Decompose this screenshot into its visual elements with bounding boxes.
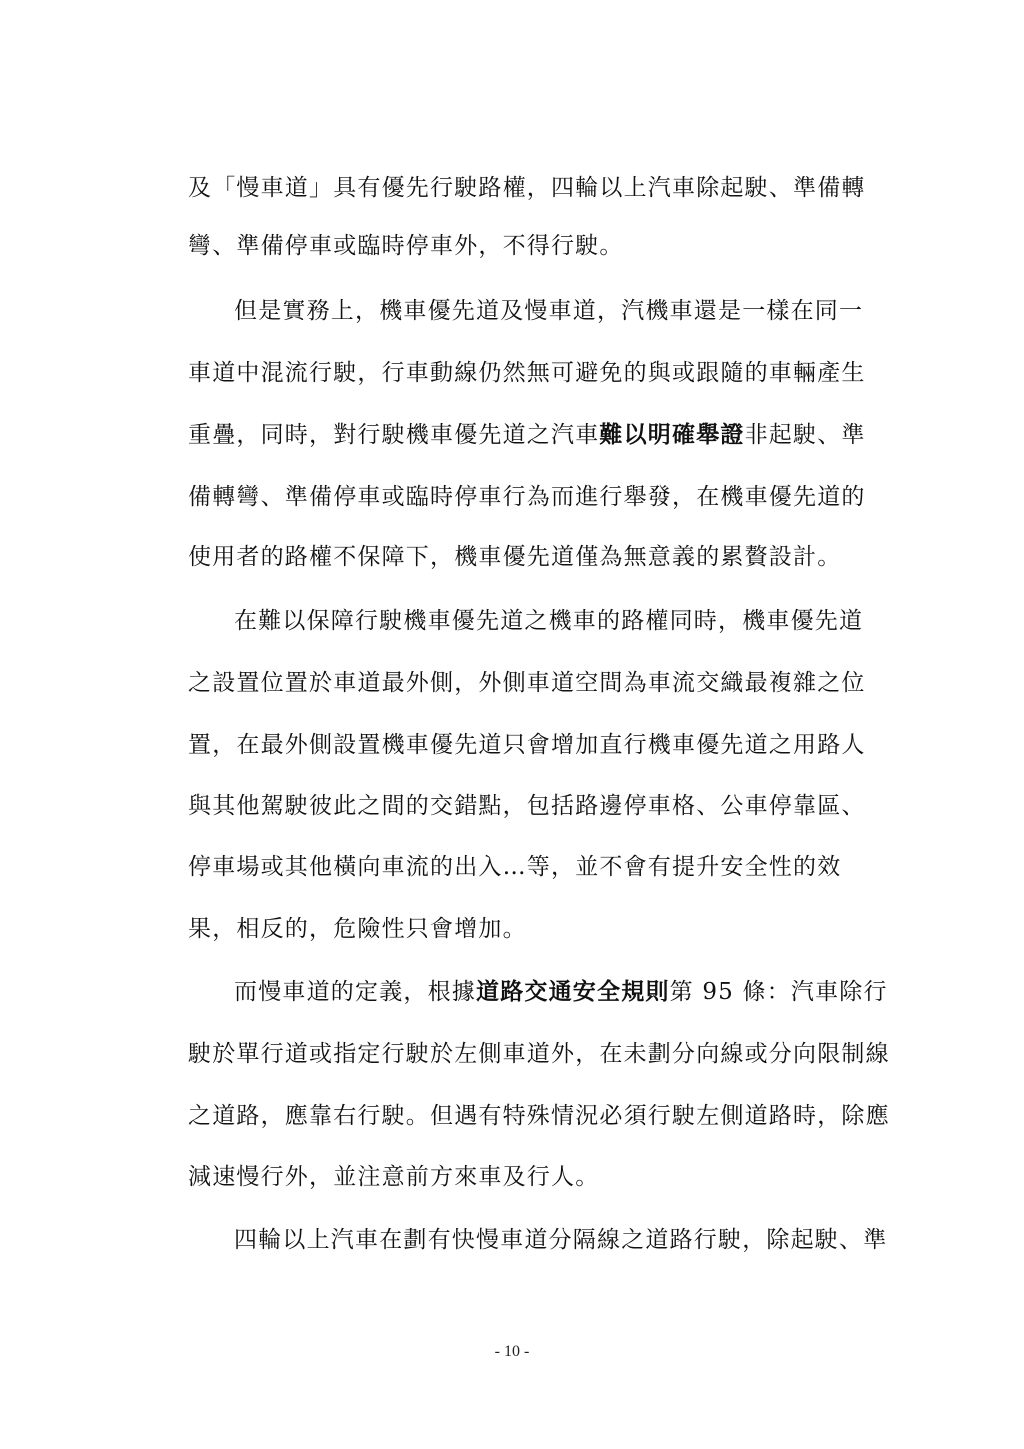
text-segment: 而慢車道的定義，根據 (234, 979, 476, 1005)
text-line (188, 482, 866, 512)
text-segment: 及「慢車道」具有優先行駛路權，四輪以上汽車除起駛、準備轉 (188, 175, 866, 201)
text-segment: 非起駛、準 (744, 422, 866, 448)
text-segment: 之道路，應靠右行駛。但遇有特殊情況必須行駛左側道路時，除應 (188, 1103, 890, 1129)
text-segment: 停車場或其他橫向車流的出入…等，並不會有提升安全性的效 (188, 854, 842, 880)
bold-text: 難以明確舉證 (599, 421, 745, 448)
text-line (188, 542, 841, 572)
text-segment: 重疊，同時，對行駛機車優先道之汽車 (188, 422, 600, 448)
text-segment: 但是實務上，機車優先道及慢車道，汽機車還是一樣在同一 (234, 298, 864, 324)
text-line (188, 668, 866, 698)
text-segment: 車道中混流行駛，行車動線仍然無可避免的與或跟隨的車輛產生 (188, 360, 866, 386)
text-segment: 果，相反的，危險性只會增加。 (188, 916, 527, 942)
text-line (234, 977, 888, 1007)
text-segment: 備轉彎、準備停車或臨時停車行為而進行舉發，在機車優先道的 (188, 484, 866, 510)
text-line (188, 231, 624, 261)
text-line (234, 606, 863, 636)
text-segment: 彎、準備停車或臨時停車外，不得行駛。 (188, 233, 624, 259)
text-line (188, 358, 866, 388)
text-segment: 與其他駕駛彼此之間的交錯點，包括路邊停車格、公車停靠區、 (188, 793, 866, 819)
text-line (188, 852, 841, 882)
page-number: - 10 - (494, 1343, 530, 1360)
text-segment: 第 95 條：汽車除行 (669, 979, 888, 1005)
text-line (188, 1162, 599, 1192)
text-line (188, 1039, 890, 1069)
text-line (188, 791, 866, 821)
text-line (234, 296, 863, 326)
text-line (188, 730, 866, 760)
text-line (234, 1225, 887, 1255)
text-segment: 置，在最外側設置機車優先道只會增加直行機車優先道之用路人 (188, 732, 866, 758)
text-line (188, 420, 866, 450)
text-segment: 駛於單行道或指定行駛於左側車道外，在未劃分向線或分向限制線 (188, 1041, 890, 1067)
text-segment: 四輪以上汽車在劃有快慢車道分隔線之道路行駛，除起駛、準 (234, 1227, 888, 1253)
text-segment: 之設置位置於車道最外側，外側車道空間為車流交織最複雜之位 (188, 670, 866, 696)
bold-text: 道路交通安全規則 (476, 978, 670, 1005)
text-line (188, 914, 527, 944)
text-line (188, 1101, 890, 1131)
text-segment: 減速慢行外，並注意前方來車及行人。 (188, 1164, 600, 1190)
text-segment: 在難以保障行駛機車優先道之機車的路權同時，機車優先道 (234, 608, 864, 634)
text-segment: 使用者的路權不保障下，機車優先道僅為無意義的累贅設計。 (188, 544, 842, 570)
text-line (188, 173, 866, 203)
